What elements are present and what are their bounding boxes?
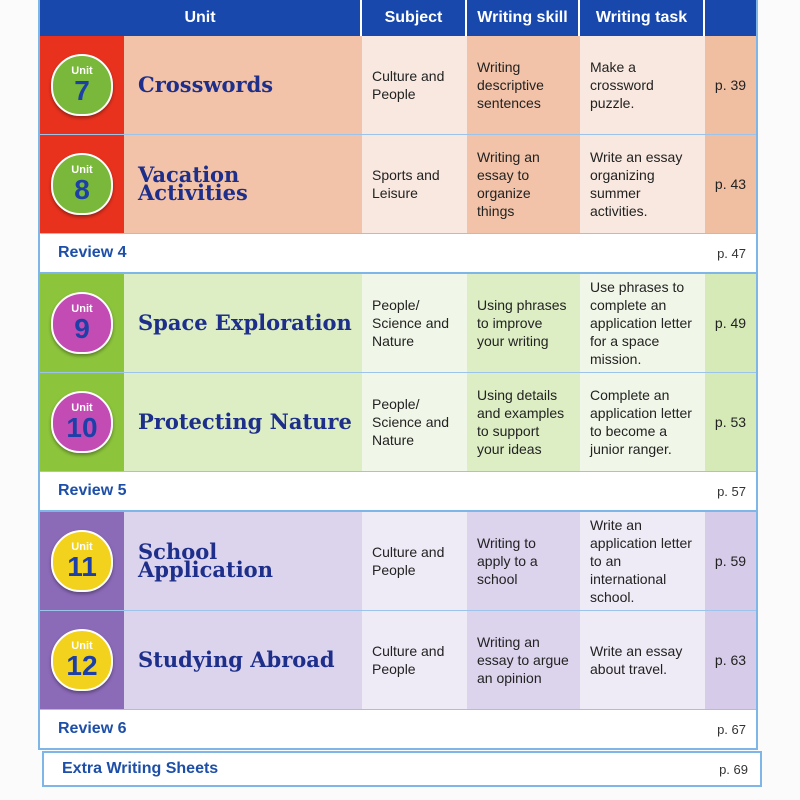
unit-title: School Application — [124, 512, 362, 610]
unit-badge-cell — [40, 274, 124, 372]
review-page: p. 67 — [717, 721, 746, 737]
review-label: Review 4 — [58, 244, 127, 261]
contents-table — [38, 0, 758, 750]
unit-badge-icon — [51, 54, 113, 116]
review-label: Review 5 — [58, 482, 127, 499]
unit-row[interactable] — [40, 611, 756, 710]
unit-number: 8 — [74, 173, 90, 205]
unit-number: 12 — [66, 649, 98, 681]
unit-subject: People/ Science and Nature — [362, 274, 467, 372]
header-writing-skill: Writing skill — [467, 0, 580, 36]
unit-number: 9 — [74, 312, 90, 344]
unit-page: p. 43 — [705, 135, 756, 233]
header-page — [705, 0, 756, 36]
review-row[interactable] — [40, 472, 756, 512]
review-page: p. 47 — [717, 245, 746, 261]
review-row[interactable] — [40, 710, 756, 750]
unit-page: p. 49 — [705, 274, 756, 372]
badge-word: Unit — [71, 540, 93, 553]
unit-subject: Culture and People — [362, 512, 467, 610]
unit-badge-icon — [51, 391, 113, 453]
unit-writing-task: Make a crossword puzzle. — [580, 36, 705, 134]
unit-writing-task: Use phrases to complete an application letter for a space mission. — [580, 274, 705, 372]
unit-row[interactable] — [40, 512, 756, 611]
unit-row[interactable] — [40, 135, 756, 234]
unit-badge-cell — [40, 373, 124, 471]
unit-writing-skill: Writing an essay to argue an opinion — [467, 611, 580, 709]
unit-subject: Culture and People — [362, 36, 467, 134]
unit-row[interactable] — [40, 274, 756, 373]
unit-title: Studying Abroad — [124, 611, 362, 709]
unit-badge-cell — [40, 512, 124, 610]
unit-number: 11 — [67, 550, 97, 582]
badge-word: Unit — [71, 163, 93, 176]
unit-row[interactable] — [40, 373, 756, 472]
extra-page: p. 69 — [719, 761, 748, 777]
unit-page: p. 53 — [705, 373, 756, 471]
review-row[interactable] — [40, 234, 756, 274]
unit-badge-icon — [51, 530, 113, 592]
unit-subject: People/ Science and Nature — [362, 373, 467, 471]
table-header — [40, 0, 756, 36]
unit-writing-task: Write an essay about travel. — [580, 611, 705, 709]
unit-page: p. 39 — [705, 36, 756, 134]
unit-badge-icon — [51, 629, 113, 691]
unit-number: 7 — [74, 74, 90, 106]
badge-word: Unit — [71, 639, 93, 652]
unit-writing-skill: Using phrases to improve your writing — [467, 274, 580, 372]
badge-word: Unit — [71, 401, 93, 414]
unit-subject: Culture and People — [362, 611, 467, 709]
unit-writing-skill: Writing an essay to organize things — [467, 135, 580, 233]
review-page: p. 57 — [717, 483, 746, 499]
review-label: Review 6 — [58, 720, 127, 737]
badge-word: Unit — [71, 64, 93, 77]
header-subject: Subject — [362, 0, 467, 36]
unit-badge-cell — [40, 135, 124, 233]
badge-word: Unit — [71, 302, 93, 315]
header-unit: Unit — [40, 0, 362, 36]
extra-writing-sheets-row[interactable] — [42, 751, 762, 787]
unit-row[interactable] — [40, 36, 756, 135]
unit-writing-task: Write an essay organizing summer activities. — [580, 135, 705, 233]
extra-label: Extra Writing Sheets — [62, 760, 219, 777]
unit-badge-cell — [40, 611, 124, 709]
unit-title: Space Exploration — [124, 274, 362, 372]
unit-subject: Sports and Leisure — [362, 135, 467, 233]
unit-page: p. 59 — [705, 512, 756, 610]
unit-title: Vacation Activities — [124, 135, 362, 233]
unit-title: Crosswords — [124, 36, 362, 134]
unit-badge-cell — [40, 36, 124, 134]
unit-writing-task: Complete an application letter to become a junior ranger. — [580, 373, 705, 471]
unit-badge-icon — [51, 153, 113, 215]
unit-page: p. 63 — [705, 611, 756, 709]
unit-writing-skill: Writing descriptive sentences — [467, 36, 580, 134]
unit-writing-skill: Writing to apply to a school — [467, 512, 580, 610]
unit-writing-skill: Using details and examples to support your ideas — [467, 373, 580, 471]
unit-title: Protecting Nature — [124, 373, 362, 471]
unit-number: 10 — [66, 411, 98, 443]
unit-writing-task: Write an application letter to an international school. — [580, 512, 705, 610]
unit-badge-icon — [51, 292, 113, 354]
header-writing-task: Writing task — [580, 0, 705, 36]
